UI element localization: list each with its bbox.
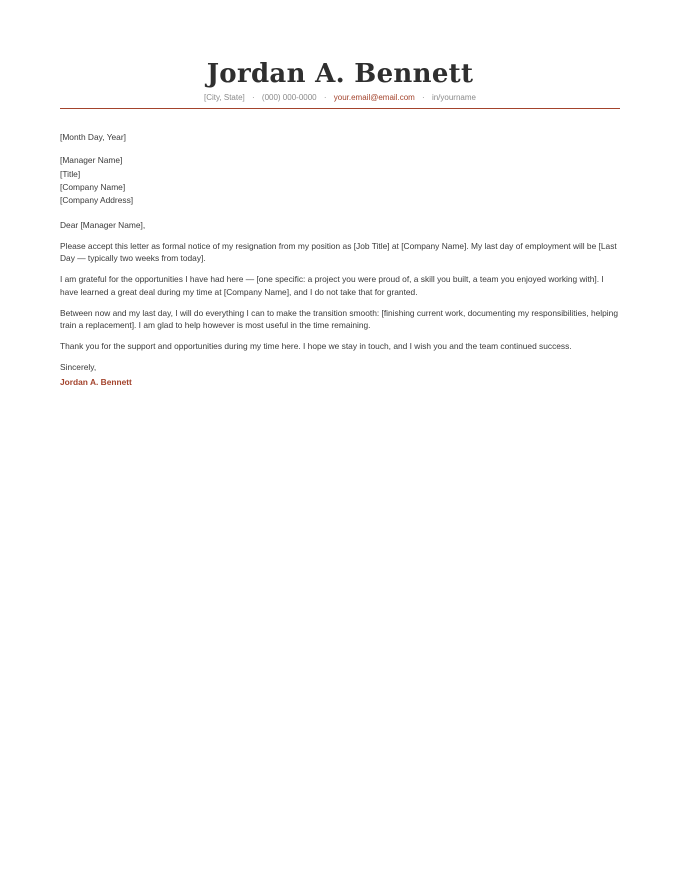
closing: Sincerely, (60, 362, 97, 373)
contact-location: [City, State] (204, 93, 245, 102)
recipient-company: [Company Name] (60, 182, 126, 193)
recipient-address: [Company Address] (60, 195, 134, 206)
body-paragraph-4: Thank you for the support and opportunities during my time here. I hope we stay in touch, and I wish you and the team continued success. (60, 341, 572, 352)
letter-body (60, 131, 622, 388)
letter-header (60, 58, 620, 104)
recipient-block (60, 154, 622, 208)
recipient-name: [Manager Name] (60, 155, 123, 166)
contact-line (60, 92, 620, 104)
contact-phone: (000) 000-0000 (261, 93, 317, 102)
recipient-title: [Title] (60, 168, 81, 179)
body-paragraph-2: I am grateful for the opportunities I have had here — [one specific: a project you were proud of, a skill you built, a team you enjoyed working with]. I have learned a great deal during my time at [Company Name], and I do not take that for granted. (60, 274, 604, 297)
contact-separator: · (252, 93, 255, 102)
letter-date: [Month Day, Year] (60, 132, 126, 142)
contact-linkedin: in/yourname (431, 93, 476, 102)
author-name: Jordan A. Bennett (206, 59, 474, 89)
body-paragraph-3: Between now and my last day, I will do everything I can to make the transition smooth: [finishing current work, documenting my responsibilities, helping train a replacement]. I am glad to help however is most useful in the time remaining. (60, 307, 618, 331)
header-divider (60, 108, 620, 109)
contact-email-link[interactable]: your.email@email.com (333, 93, 415, 102)
signature-name: Jordan A. Bennett (60, 376, 132, 387)
contact-separator: · (422, 93, 425, 102)
salutation: Dear [Manager Name], (60, 219, 146, 230)
body-paragraph-1: Please accept this letter as formal notice of my resignation from my position as [Job Title] at [Company Name]. My last day of employment will be [Last Day — typically two weeks from today]. (60, 241, 617, 264)
contact-separator: · (323, 93, 327, 102)
